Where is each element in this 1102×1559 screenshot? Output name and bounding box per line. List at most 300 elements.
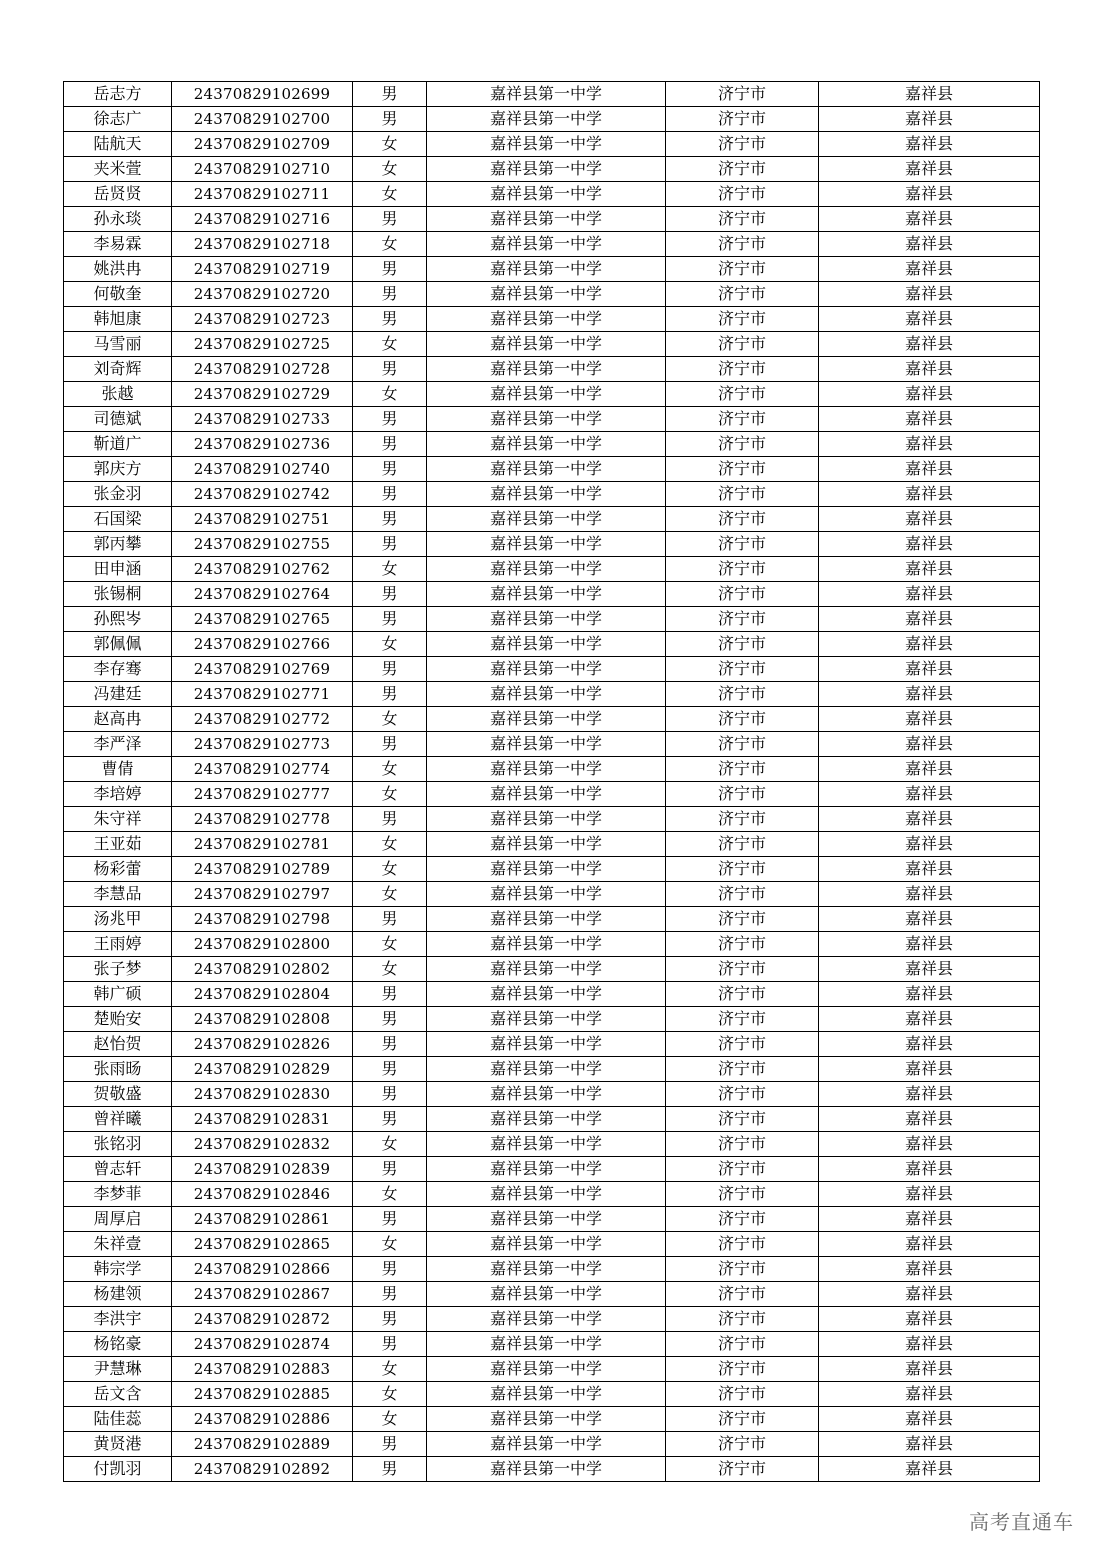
school-cell: 嘉祥县第一中学	[427, 707, 666, 732]
city-cell: 济宁市	[666, 607, 819, 632]
student-roster-table	[63, 81, 1040, 1482]
county-cell: 嘉祥县	[819, 607, 1040, 632]
table-row	[64, 1032, 1040, 1057]
exam-id-cell: 24370829102723	[172, 307, 353, 332]
county-cell: 嘉祥县	[819, 1257, 1040, 1282]
exam-id-cell: 24370829102719	[172, 257, 353, 282]
city-cell: 济宁市	[666, 782, 819, 807]
school-cell: 嘉祥县第一中学	[427, 207, 666, 232]
student-name-cell: 李培婷	[64, 782, 172, 807]
gender-cell: 男	[353, 207, 427, 232]
city-cell: 济宁市	[666, 1207, 819, 1232]
table-row	[64, 207, 1040, 232]
student-name-cell: 张锡桐	[64, 582, 172, 607]
school-cell: 嘉祥县第一中学	[427, 682, 666, 707]
school-cell: 嘉祥县第一中学	[427, 257, 666, 282]
gender-cell: 男	[353, 107, 427, 132]
school-cell: 嘉祥县第一中学	[427, 932, 666, 957]
table-row	[64, 982, 1040, 1007]
student-name-cell: 靳道广	[64, 432, 172, 457]
student-name-cell: 张雨旸	[64, 1057, 172, 1082]
exam-id-cell: 24370829102832	[172, 1132, 353, 1157]
city-cell: 济宁市	[666, 1382, 819, 1407]
exam-id-cell: 24370829102729	[172, 382, 353, 407]
city-cell: 济宁市	[666, 382, 819, 407]
county-cell: 嘉祥县	[819, 482, 1040, 507]
city-cell: 济宁市	[666, 1257, 819, 1282]
table-row	[64, 532, 1040, 557]
exam-id-cell: 24370829102718	[172, 232, 353, 257]
student-name-cell: 韩旭康	[64, 307, 172, 332]
county-cell: 嘉祥县	[819, 1357, 1040, 1382]
student-name-cell: 李梦菲	[64, 1182, 172, 1207]
student-name-cell: 岳贤贤	[64, 182, 172, 207]
school-cell: 嘉祥县第一中学	[427, 1332, 666, 1357]
school-cell: 嘉祥县第一中学	[427, 807, 666, 832]
exam-id-cell: 24370829102771	[172, 682, 353, 707]
exam-id-cell: 24370829102755	[172, 532, 353, 557]
exam-id-cell: 24370829102762	[172, 557, 353, 582]
city-cell: 济宁市	[666, 557, 819, 582]
student-name-cell: 杨建领	[64, 1282, 172, 1307]
student-name-cell: 李存骞	[64, 657, 172, 682]
exam-id-cell: 24370829102808	[172, 1007, 353, 1032]
city-cell: 济宁市	[666, 932, 819, 957]
county-cell: 嘉祥县	[819, 707, 1040, 732]
county-cell: 嘉祥县	[819, 907, 1040, 932]
city-cell: 济宁市	[666, 1057, 819, 1082]
school-cell: 嘉祥县第一中学	[427, 357, 666, 382]
student-name-cell: 朱祥壹	[64, 1232, 172, 1257]
table-row	[64, 1332, 1040, 1357]
city-cell: 济宁市	[666, 457, 819, 482]
table-row	[64, 232, 1040, 257]
exam-id-cell: 24370829102711	[172, 182, 353, 207]
table-row	[64, 857, 1040, 882]
table-row	[64, 1082, 1040, 1107]
gender-cell: 男	[353, 1157, 427, 1182]
student-name-cell: 李严泽	[64, 732, 172, 757]
city-cell: 济宁市	[666, 732, 819, 757]
table-row	[64, 1357, 1040, 1382]
exam-id-cell: 24370829102892	[172, 1457, 353, 1482]
school-cell: 嘉祥县第一中学	[427, 1007, 666, 1032]
county-cell: 嘉祥县	[819, 1382, 1040, 1407]
school-cell: 嘉祥县第一中学	[427, 1082, 666, 1107]
table-row	[64, 682, 1040, 707]
student-name-cell: 张子梦	[64, 957, 172, 982]
exam-id-cell: 24370829102866	[172, 1257, 353, 1282]
table-row	[64, 1207, 1040, 1232]
gender-cell: 男	[353, 282, 427, 307]
table-row	[64, 632, 1040, 657]
school-cell: 嘉祥县第一中学	[427, 107, 666, 132]
gender-cell: 男	[353, 82, 427, 107]
student-name-cell: 贺敬盛	[64, 1082, 172, 1107]
student-name-cell: 孙永琰	[64, 207, 172, 232]
gender-cell: 女	[353, 182, 427, 207]
student-name-cell: 付凯羽	[64, 1457, 172, 1482]
exam-id-cell: 24370829102764	[172, 582, 353, 607]
gender-cell: 男	[353, 1107, 427, 1132]
exam-id-cell: 24370829102789	[172, 857, 353, 882]
county-cell: 嘉祥县	[819, 807, 1040, 832]
city-cell: 济宁市	[666, 957, 819, 982]
city-cell: 济宁市	[666, 1407, 819, 1432]
city-cell: 济宁市	[666, 907, 819, 932]
school-cell: 嘉祥县第一中学	[427, 1432, 666, 1457]
county-cell: 嘉祥县	[819, 307, 1040, 332]
exam-id-cell: 24370829102829	[172, 1057, 353, 1082]
county-cell: 嘉祥县	[819, 532, 1040, 557]
student-name-cell: 曹倩	[64, 757, 172, 782]
watermark-text: 高考直通车	[969, 1510, 1074, 1534]
table-row	[64, 832, 1040, 857]
county-cell: 嘉祥县	[819, 632, 1040, 657]
table-row	[64, 957, 1040, 982]
student-name-cell: 张越	[64, 382, 172, 407]
city-cell: 济宁市	[666, 632, 819, 657]
table-row	[64, 82, 1040, 107]
gender-cell: 男	[353, 432, 427, 457]
exam-id-cell: 24370829102885	[172, 1382, 353, 1407]
gender-cell: 男	[353, 1307, 427, 1332]
county-cell: 嘉祥县	[819, 1032, 1040, 1057]
table-row	[64, 732, 1040, 757]
school-cell: 嘉祥县第一中学	[427, 982, 666, 1007]
gender-cell: 女	[353, 232, 427, 257]
gender-cell: 女	[353, 1182, 427, 1207]
student-name-cell: 赵高冉	[64, 707, 172, 732]
table-row	[64, 607, 1040, 632]
student-name-cell: 韩广硕	[64, 982, 172, 1007]
school-cell: 嘉祥县第一中学	[427, 307, 666, 332]
student-name-cell: 陆佳蕊	[64, 1407, 172, 1432]
county-cell: 嘉祥县	[819, 407, 1040, 432]
county-cell: 嘉祥县	[819, 932, 1040, 957]
gender-cell: 男	[353, 1257, 427, 1282]
city-cell: 济宁市	[666, 832, 819, 857]
city-cell: 济宁市	[666, 82, 819, 107]
gender-cell: 女	[353, 757, 427, 782]
exam-id-cell: 24370829102874	[172, 1332, 353, 1357]
county-cell: 嘉祥县	[819, 257, 1040, 282]
county-cell: 嘉祥县	[819, 282, 1040, 307]
gender-cell: 男	[353, 1057, 427, 1082]
city-cell: 济宁市	[666, 1157, 819, 1182]
gender-cell: 女	[353, 1407, 427, 1432]
gender-cell: 男	[353, 1432, 427, 1457]
county-cell: 嘉祥县	[819, 182, 1040, 207]
school-cell: 嘉祥县第一中学	[427, 1157, 666, 1182]
school-cell: 嘉祥县第一中学	[427, 1207, 666, 1232]
exam-id-cell: 24370829102777	[172, 782, 353, 807]
table-row	[64, 1407, 1040, 1432]
school-cell: 嘉祥县第一中学	[427, 1182, 666, 1207]
city-cell: 济宁市	[666, 1307, 819, 1332]
table-row	[64, 332, 1040, 357]
table-row	[64, 757, 1040, 782]
school-cell: 嘉祥县第一中学	[427, 1457, 666, 1482]
county-cell: 嘉祥县	[819, 1132, 1040, 1157]
city-cell: 济宁市	[666, 1107, 819, 1132]
city-cell: 济宁市	[666, 157, 819, 182]
exam-id-cell: 24370829102725	[172, 332, 353, 357]
gender-cell: 男	[353, 357, 427, 382]
exam-id-cell: 24370829102710	[172, 157, 353, 182]
school-cell: 嘉祥县第一中学	[427, 1282, 666, 1307]
table-row	[64, 432, 1040, 457]
exam-id-cell: 24370829102709	[172, 132, 353, 157]
county-cell: 嘉祥县	[819, 1082, 1040, 1107]
gender-cell: 女	[353, 1232, 427, 1257]
gender-cell: 女	[353, 1382, 427, 1407]
city-cell: 济宁市	[666, 1007, 819, 1032]
city-cell: 济宁市	[666, 1332, 819, 1357]
gender-cell: 男	[353, 732, 427, 757]
county-cell: 嘉祥县	[819, 782, 1040, 807]
school-cell: 嘉祥县第一中学	[427, 182, 666, 207]
county-cell: 嘉祥县	[819, 1107, 1040, 1132]
table-row	[64, 1182, 1040, 1207]
exam-id-cell: 24370829102802	[172, 957, 353, 982]
county-cell: 嘉祥县	[819, 357, 1040, 382]
gender-cell: 女	[353, 932, 427, 957]
city-cell: 济宁市	[666, 107, 819, 132]
county-cell: 嘉祥县	[819, 132, 1040, 157]
gender-cell: 女	[353, 332, 427, 357]
student-name-cell: 姚洪冉	[64, 257, 172, 282]
gender-cell: 女	[353, 957, 427, 982]
school-cell: 嘉祥县第一中学	[427, 1382, 666, 1407]
school-cell: 嘉祥县第一中学	[427, 407, 666, 432]
city-cell: 济宁市	[666, 707, 819, 732]
student-name-cell: 韩宗学	[64, 1257, 172, 1282]
county-cell: 嘉祥县	[819, 1232, 1040, 1257]
student-name-cell: 徐志广	[64, 107, 172, 132]
student-name-cell: 冯建廷	[64, 682, 172, 707]
table-row	[64, 257, 1040, 282]
school-cell: 嘉祥县第一中学	[427, 1032, 666, 1057]
city-cell: 济宁市	[666, 1357, 819, 1382]
exam-id-cell: 24370829102886	[172, 1407, 353, 1432]
exam-id-cell: 24370829102798	[172, 907, 353, 932]
gender-cell: 男	[353, 982, 427, 1007]
city-cell: 济宁市	[666, 432, 819, 457]
city-cell: 济宁市	[666, 657, 819, 682]
gender-cell: 男	[353, 1207, 427, 1232]
gender-cell: 男	[353, 607, 427, 632]
exam-id-cell: 24370829102733	[172, 407, 353, 432]
table-row	[64, 1257, 1040, 1282]
school-cell: 嘉祥县第一中学	[427, 82, 666, 107]
city-cell: 济宁市	[666, 582, 819, 607]
school-cell: 嘉祥县第一中学	[427, 532, 666, 557]
table-row	[64, 507, 1040, 532]
student-name-cell: 李洪宇	[64, 1307, 172, 1332]
exam-id-cell: 24370829102772	[172, 707, 353, 732]
school-cell: 嘉祥县第一中学	[427, 232, 666, 257]
table-row	[64, 1007, 1040, 1032]
school-cell: 嘉祥县第一中学	[427, 907, 666, 932]
city-cell: 济宁市	[666, 982, 819, 1007]
table-row	[64, 1307, 1040, 1332]
gender-cell: 男	[353, 807, 427, 832]
student-name-cell: 李慧品	[64, 882, 172, 907]
table-row	[64, 382, 1040, 407]
student-name-cell: 石国梁	[64, 507, 172, 532]
city-cell: 济宁市	[666, 182, 819, 207]
school-cell: 嘉祥县第一中学	[427, 782, 666, 807]
city-cell: 济宁市	[666, 857, 819, 882]
student-name-cell: 朱守祥	[64, 807, 172, 832]
table-row	[64, 1157, 1040, 1182]
student-name-cell: 何敬奎	[64, 282, 172, 307]
county-cell: 嘉祥县	[819, 1432, 1040, 1457]
roster-body	[64, 82, 1040, 1482]
student-name-cell: 刘奇辉	[64, 357, 172, 382]
table-row	[64, 407, 1040, 432]
school-cell: 嘉祥县第一中学	[427, 557, 666, 582]
city-cell: 济宁市	[666, 532, 819, 557]
city-cell: 济宁市	[666, 1232, 819, 1257]
school-cell: 嘉祥县第一中学	[427, 1107, 666, 1132]
exam-id-cell: 24370829102773	[172, 732, 353, 757]
county-cell: 嘉祥县	[819, 82, 1040, 107]
exam-id-cell: 24370829102700	[172, 107, 353, 132]
county-cell: 嘉祥县	[819, 1057, 1040, 1082]
school-cell: 嘉祥县第一中学	[427, 282, 666, 307]
table-row	[64, 182, 1040, 207]
school-cell: 嘉祥县第一中学	[427, 382, 666, 407]
student-name-cell: 郭佩佩	[64, 632, 172, 657]
exam-id-cell: 24370829102830	[172, 1082, 353, 1107]
city-cell: 济宁市	[666, 507, 819, 532]
county-cell: 嘉祥县	[819, 232, 1040, 257]
school-cell: 嘉祥县第一中学	[427, 957, 666, 982]
county-cell: 嘉祥县	[819, 982, 1040, 1007]
exam-id-cell: 24370829102716	[172, 207, 353, 232]
table-row	[64, 1057, 1040, 1082]
gender-cell: 男	[353, 1032, 427, 1057]
student-name-cell: 汤兆甲	[64, 907, 172, 932]
student-name-cell: 曾祥曦	[64, 1107, 172, 1132]
school-cell: 嘉祥县第一中学	[427, 582, 666, 607]
school-cell: 嘉祥县第一中学	[427, 882, 666, 907]
table-row	[64, 907, 1040, 932]
gender-cell: 男	[353, 582, 427, 607]
table-row	[64, 107, 1040, 132]
exam-id-cell: 24370829102846	[172, 1182, 353, 1207]
exam-id-cell: 24370829102872	[172, 1307, 353, 1332]
table-row	[64, 557, 1040, 582]
exam-id-cell: 24370829102800	[172, 932, 353, 957]
student-name-cell: 曾志轩	[64, 1157, 172, 1182]
gender-cell: 女	[353, 707, 427, 732]
gender-cell: 男	[353, 1332, 427, 1357]
exam-id-cell: 24370829102765	[172, 607, 353, 632]
school-cell: 嘉祥县第一中学	[427, 1407, 666, 1432]
gender-cell: 男	[353, 307, 427, 332]
student-name-cell: 孙熙岑	[64, 607, 172, 632]
county-cell: 嘉祥县	[819, 332, 1040, 357]
school-cell: 嘉祥县第一中学	[427, 482, 666, 507]
gender-cell: 女	[353, 632, 427, 657]
county-cell: 嘉祥县	[819, 1007, 1040, 1032]
table-row	[64, 1232, 1040, 1257]
city-cell: 济宁市	[666, 807, 819, 832]
gender-cell: 女	[353, 1357, 427, 1382]
table-row	[64, 132, 1040, 157]
school-cell: 嘉祥县第一中学	[427, 1307, 666, 1332]
city-cell: 济宁市	[666, 307, 819, 332]
table-row	[64, 1107, 1040, 1132]
county-cell: 嘉祥县	[819, 682, 1040, 707]
student-name-cell: 张金羽	[64, 482, 172, 507]
gender-cell: 男	[353, 1457, 427, 1482]
gender-cell: 女	[353, 882, 427, 907]
city-cell: 济宁市	[666, 1282, 819, 1307]
city-cell: 济宁市	[666, 1432, 819, 1457]
exam-id-cell: 24370829102766	[172, 632, 353, 657]
exam-id-cell: 24370829102839	[172, 1157, 353, 1182]
student-name-cell: 夹米萱	[64, 157, 172, 182]
city-cell: 济宁市	[666, 1082, 819, 1107]
city-cell: 济宁市	[666, 132, 819, 157]
school-cell: 嘉祥县第一中学	[427, 657, 666, 682]
city-cell: 济宁市	[666, 407, 819, 432]
gender-cell: 男	[353, 457, 427, 482]
table-row	[64, 482, 1040, 507]
gender-cell: 男	[353, 257, 427, 282]
school-cell: 嘉祥县第一中学	[427, 632, 666, 657]
city-cell: 济宁市	[666, 257, 819, 282]
gender-cell: 男	[353, 507, 427, 532]
student-name-cell: 郭丙攀	[64, 532, 172, 557]
gender-cell: 女	[353, 1132, 427, 1157]
school-cell: 嘉祥县第一中学	[427, 1357, 666, 1382]
student-name-cell: 楚贻安	[64, 1007, 172, 1032]
county-cell: 嘉祥县	[819, 1182, 1040, 1207]
gender-cell: 男	[353, 907, 427, 932]
county-cell: 嘉祥县	[819, 557, 1040, 582]
table-row	[64, 157, 1040, 182]
exam-id-cell: 24370829102699	[172, 82, 353, 107]
table-row	[64, 932, 1040, 957]
city-cell: 济宁市	[666, 357, 819, 382]
student-name-cell: 王雨婷	[64, 932, 172, 957]
table-row	[64, 357, 1040, 382]
county-cell: 嘉祥县	[819, 732, 1040, 757]
student-name-cell: 杨彩蕾	[64, 857, 172, 882]
table-row	[64, 1432, 1040, 1457]
student-name-cell: 郭庆方	[64, 457, 172, 482]
student-name-cell: 张铭羽	[64, 1132, 172, 1157]
student-name-cell: 岳文含	[64, 1382, 172, 1407]
table-row	[64, 1457, 1040, 1482]
school-cell: 嘉祥县第一中学	[427, 857, 666, 882]
table-row	[64, 807, 1040, 832]
exam-id-cell: 24370829102889	[172, 1432, 353, 1457]
table-row	[64, 1282, 1040, 1307]
gender-cell: 女	[353, 157, 427, 182]
county-cell: 嘉祥县	[819, 1307, 1040, 1332]
county-cell: 嘉祥县	[819, 757, 1040, 782]
county-cell: 嘉祥县	[819, 1457, 1040, 1482]
student-name-cell: 赵怡贺	[64, 1032, 172, 1057]
school-cell: 嘉祥县第一中学	[427, 1057, 666, 1082]
school-cell: 嘉祥县第一中学	[427, 132, 666, 157]
